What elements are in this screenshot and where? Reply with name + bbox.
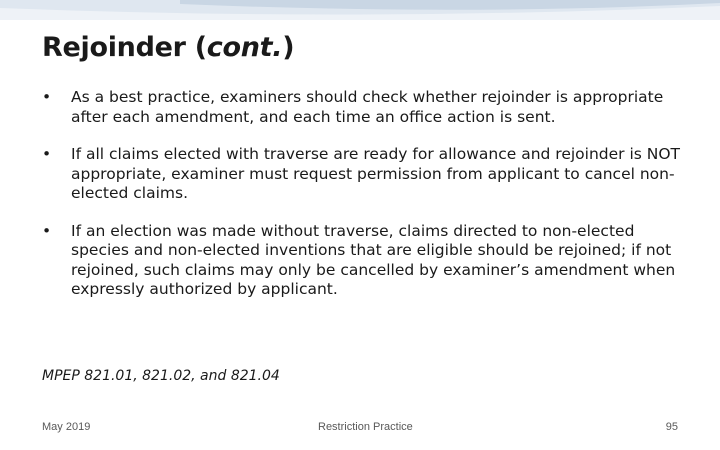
bullet-marker: • <box>42 145 52 163</box>
bullet-text: As a best practice, examiners should check whether rejoinder is appropriate after each amendment, and each time an office action is sent. <box>71 88 664 126</box>
top-decorative-band <box>0 0 720 20</box>
slide-title <box>42 32 294 63</box>
mpep-reference: MPEP 821.01, 821.02, and 821.04 <box>42 368 280 384</box>
footer-title: Restriction Practice <box>318 421 413 433</box>
page-number: 95 <box>665 421 678 433</box>
bullet-marker: • <box>42 88 52 106</box>
footer-date: May 2019 <box>42 421 91 433</box>
bullet-marker: • <box>42 221 52 240</box>
bullet-list <box>42 88 692 318</box>
title-main: Rejoinder ( <box>42 32 207 63</box>
bullet-item <box>42 88 692 127</box>
title-cont: cont. <box>206 32 283 63</box>
bullet-item <box>42 145 692 204</box>
bullet-text: If an election was made without traverse, claims directed to non-elected species and non-elected inventions that are eligible should be rejoined; if not rejoined, such claims may only be cancelled by examiner’s amendment when expressly authorized by applicant. <box>71 221 676 298</box>
title-close: ) <box>282 32 295 63</box>
bullet-item <box>42 222 692 300</box>
bullet-text: If all claims elected with traverse are ready for allowance and rejoinder is NOT appropriate, examiner must request permission from applicant to cancel non-elected claims. <box>71 145 681 202</box>
